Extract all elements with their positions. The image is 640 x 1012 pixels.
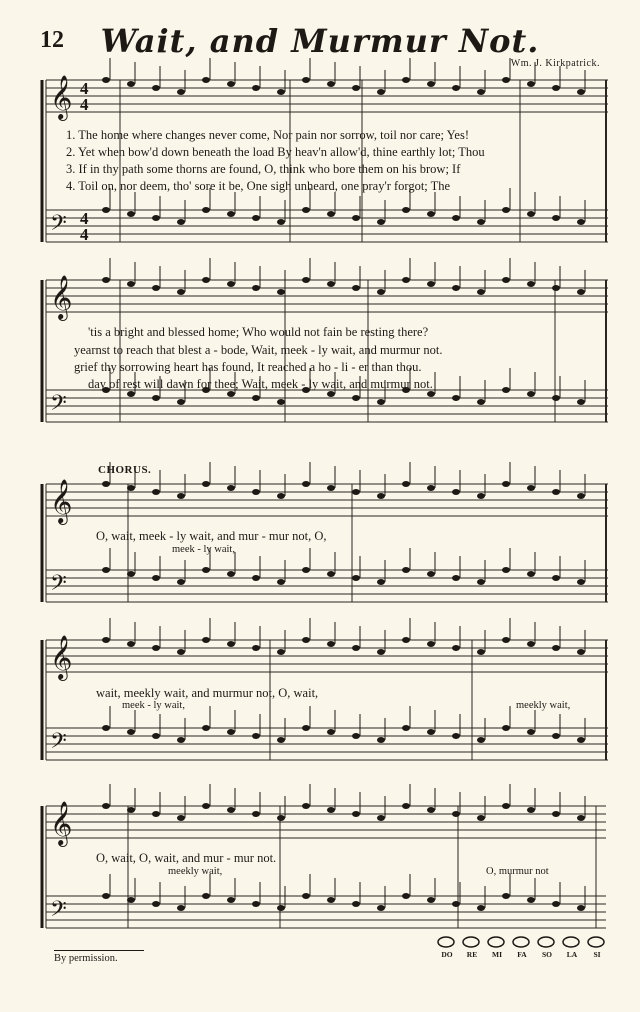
system-2-bass-note	[352, 395, 360, 401]
system-4-bass-note	[202, 725, 210, 731]
system-4-treble-note	[252, 645, 260, 651]
system-1-bass-note	[152, 215, 160, 221]
system-3-treble-clef-icon: 𝄞	[50, 479, 73, 523]
chorus-row-2-lyric: wait, meekly wait, and murmur not, O, wait,	[96, 686, 319, 700]
chorus-row-1-sub-lyric: meek - ly wait,	[172, 544, 235, 555]
system-5-treble-note	[427, 807, 435, 813]
system-4-treble-note	[402, 637, 410, 643]
shape-note-icon	[563, 937, 579, 947]
system-4-treble-note	[277, 649, 285, 655]
system-5-bass-note	[127, 897, 135, 903]
verse-3-line-1: 3. If in thy path some thorns are found, O, think who bore them on his brow; If	[66, 162, 461, 176]
system-5-bass-note	[452, 901, 460, 907]
system-1-bass-note	[277, 219, 285, 225]
system-1-bass-note	[102, 207, 110, 213]
system-2-treble-note	[377, 289, 385, 295]
system-5-bass-note	[427, 897, 435, 903]
system-3-bass-note	[502, 567, 510, 573]
system-5-treble-note	[552, 811, 560, 817]
time-signature-treble: 4	[80, 79, 89, 98]
system-3-bass-note	[552, 575, 560, 581]
system-1-bass-note	[527, 211, 535, 217]
system-1-treble-note	[377, 89, 385, 95]
system-5-treble-note	[477, 815, 485, 821]
system-4-bass-note	[352, 733, 360, 739]
system-5-bass-note	[502, 893, 510, 899]
system-3-treble-note	[527, 485, 535, 491]
system-2-bass-note	[527, 391, 535, 397]
system-5-treble-note	[327, 807, 335, 813]
system-3-bass-note	[277, 579, 285, 585]
system-2-treble-note	[452, 285, 460, 291]
shape-note-label: SI	[593, 950, 601, 959]
system-3-treble-note	[177, 493, 185, 499]
system-3-bass-note	[227, 571, 235, 577]
system-5-treble-note	[402, 803, 410, 809]
system-5-treble-note	[202, 803, 210, 809]
system-3-bass-note	[427, 571, 435, 577]
system-1-treble-note	[527, 81, 535, 87]
system-5-treble-note	[527, 807, 535, 813]
system-5-bass-note	[102, 893, 110, 899]
system-5-treble-note	[102, 803, 110, 809]
system-4-bass-note	[302, 725, 310, 731]
system-5-treble-note	[377, 815, 385, 821]
system-2-treble-note	[327, 281, 335, 287]
system-5-bass-note	[527, 897, 535, 903]
system-1-treble-note	[427, 81, 435, 87]
system-1-bass-note	[477, 219, 485, 225]
shape-note-label: FA	[517, 950, 527, 959]
hymn-title: Wait, and Murmur Not.	[100, 22, 540, 60]
system-3-treble-note	[477, 493, 485, 499]
system-2-bass-note	[577, 399, 585, 405]
system-1-treble-note	[352, 85, 360, 91]
system-3-bass-note	[177, 579, 185, 585]
system-1-bass-note	[452, 215, 460, 221]
system-3-treble-note	[277, 493, 285, 499]
chorus-row-1-lyric: O, wait, meek - ly wait, and mur - mur not, O,	[96, 529, 327, 543]
system-3-treble-note	[152, 489, 160, 495]
verse-4-line-1: 4. Toil on, nor deem, tho' sore it be, One sigh unheard, one pray'r forgot; The	[66, 179, 451, 193]
system-1-bass-note	[327, 211, 335, 217]
system-3-treble-note	[577, 493, 585, 499]
system-4-bass-note	[377, 737, 385, 743]
system-1-bass-note	[402, 207, 410, 213]
system-2-bass-clef-icon: 𝄢	[50, 391, 67, 421]
system-1-treble-note	[552, 85, 560, 91]
system-5-bass-note	[252, 901, 260, 907]
system-2-bass-note	[152, 395, 160, 401]
system-5-bass-note	[327, 897, 335, 903]
system-4-bass-note	[152, 733, 160, 739]
system-3-treble-note	[502, 481, 510, 487]
verse-4-line-2: day of rest will dawn for thee; Wait, meek - ly wait, and murmur not.	[88, 377, 433, 391]
system-2-treble-note	[402, 277, 410, 283]
system-5-treble-note	[152, 811, 160, 817]
system-5-bass-note	[302, 893, 310, 899]
system-5-bass-note	[577, 905, 585, 911]
system-3-treble-note	[452, 489, 460, 495]
system-1-bass-note	[227, 211, 235, 217]
system-5-bass-note	[227, 897, 235, 903]
system-4-bass-note	[427, 729, 435, 735]
verse-2-line-1: 2. Yet when bow'd down beneath the load By heav'n allow'd, thine earthly lot; Thou	[66, 145, 485, 159]
system-2-treble-note	[527, 281, 535, 287]
system-1-bass-note	[552, 215, 560, 221]
system-4-bass-note	[127, 729, 135, 735]
system-4-treble-note	[202, 637, 210, 643]
system-5-bass-note	[152, 901, 160, 907]
chorus-row-3-sub-lyric-a: meekly wait,	[168, 866, 223, 877]
system-4-bass-note	[477, 737, 485, 743]
system-5-treble-note	[577, 815, 585, 821]
system-3-bass-note	[302, 567, 310, 573]
system-1-treble-note	[252, 85, 260, 91]
system-4-bass-note	[502, 725, 510, 731]
system-3-treble-note	[127, 485, 135, 491]
system-4-treble-note	[227, 641, 235, 647]
system-2-treble-note	[102, 277, 110, 283]
system-4-treble-note	[377, 649, 385, 655]
verse-1-line-1: 1. The home where changes never come, Nor pain nor sorrow, toil nor care; Yes!	[66, 128, 470, 142]
system-3-bass-note	[127, 571, 135, 577]
system-1-treble-note	[227, 81, 235, 87]
system-1-bass-clef-icon: 𝄢	[50, 211, 67, 241]
system-4-treble-note	[427, 641, 435, 647]
system-1-treble-note	[577, 89, 585, 95]
system-5-treble-note	[127, 807, 135, 813]
shape-note-label: RE	[466, 950, 478, 959]
system-4-treble-note	[352, 645, 360, 651]
system-1-bass-note	[502, 207, 510, 213]
system-2-treble-note	[202, 277, 210, 283]
system-3-treble-note	[202, 481, 210, 487]
system-5-bass-note	[202, 893, 210, 899]
system-3-bass-note	[377, 579, 385, 585]
system-3-treble-note	[377, 493, 385, 499]
system-1-treble-clef-icon: 𝄞	[50, 75, 73, 119]
system-1-bass-note	[252, 215, 260, 221]
time-signature-bass: 4	[80, 225, 89, 244]
system-2-bass-note	[377, 399, 385, 405]
system-4-bass-note	[577, 737, 585, 743]
system-5-treble-note	[277, 815, 285, 821]
system-2-treble-note	[302, 277, 310, 283]
shape-note-icon	[488, 937, 504, 947]
system-3-treble-note	[102, 481, 110, 487]
system-3-bass-note	[152, 575, 160, 581]
system-1-treble-note	[277, 89, 285, 95]
system-4-bass-note	[102, 725, 110, 731]
system-5-treble-note	[352, 811, 360, 817]
shape-note-label: SO	[541, 950, 552, 959]
system-3-bass-note	[452, 575, 460, 581]
time-signature-treble: 4	[80, 95, 89, 114]
system-2-treble-note	[152, 285, 160, 291]
system-3-bass-note	[352, 575, 360, 581]
system-4-treble-clef-icon: 𝄞	[50, 635, 73, 679]
shape-note-icon	[513, 937, 529, 947]
system-2-bass-note	[277, 399, 285, 405]
shape-note-icon	[463, 937, 479, 947]
system-3-treble-note	[402, 481, 410, 487]
system-1-bass-note	[427, 211, 435, 217]
system-4-bass-note	[402, 725, 410, 731]
system-4-bass-note	[327, 729, 335, 735]
system-4-treble-note	[477, 649, 485, 655]
time-signature-bass: 4	[80, 209, 89, 228]
shape-note-icon	[438, 937, 454, 947]
system-1-bass-note	[577, 219, 585, 225]
system-2-treble-note	[127, 281, 135, 287]
system-3-treble-note	[552, 489, 560, 495]
system-1-treble-note	[202, 77, 210, 83]
verse-3-line-2: grief thy sorrowing heart has found, It reached a ho - li - er than thou.	[74, 360, 422, 374]
system-4-bass-clef-icon: 𝄢	[50, 729, 67, 759]
system-5-bass-note	[477, 905, 485, 911]
system-1-treble-note	[177, 89, 185, 95]
system-5-treble-note	[502, 803, 510, 809]
system-1-bass-note	[127, 211, 135, 217]
shape-note-icon	[588, 937, 604, 947]
system-4-treble-note	[127, 641, 135, 647]
system-1-treble-note	[127, 81, 135, 87]
system-3-bass-clef-icon: 𝄢	[50, 571, 67, 601]
system-5-bass-clef-icon: 𝄢	[50, 897, 67, 927]
system-4-bass-note	[452, 733, 460, 739]
system-3-bass-note	[202, 567, 210, 573]
system-5-treble-note	[302, 803, 310, 809]
system-2-treble-note	[552, 285, 560, 291]
system-5-bass-note	[402, 893, 410, 899]
system-4-treble-note	[152, 645, 160, 651]
chorus-label: CHORUS.	[98, 464, 152, 476]
system-4-bass-note	[252, 733, 260, 739]
system-5-treble-note	[452, 811, 460, 817]
system-1-treble-note	[152, 85, 160, 91]
system-5-bass-note	[377, 905, 385, 911]
shape-note-label: DO	[441, 950, 453, 959]
system-3-treble-note	[227, 485, 235, 491]
permission-note: By permission.	[54, 950, 144, 964]
system-1-treble-note	[402, 77, 410, 83]
system-2-bass-note	[552, 395, 560, 401]
chorus-row-2-sub-lyric-a: meek - ly wait,	[122, 700, 185, 711]
system-1-treble-note	[452, 85, 460, 91]
system-4-treble-note	[302, 637, 310, 643]
system-3-bass-note	[102, 567, 110, 573]
chorus-row-2-sub-lyric-b: meekly wait,	[516, 700, 571, 711]
system-1-bass-note	[302, 207, 310, 213]
system-1-bass-note	[202, 207, 210, 213]
system-3-treble-note	[327, 485, 335, 491]
system-4-treble-note	[502, 637, 510, 643]
system-2-treble-clef-icon: 𝄞	[50, 275, 73, 319]
system-3-treble-note	[252, 489, 260, 495]
system-3-bass-note	[327, 571, 335, 577]
system-5-treble-clef-icon: 𝄞	[50, 801, 73, 845]
system-3-bass-note	[402, 567, 410, 573]
system-2-treble-note	[577, 289, 585, 295]
system-1-treble-note	[302, 77, 310, 83]
system-4-treble-note	[102, 637, 110, 643]
system-4-treble-note	[552, 645, 560, 651]
system-1-bass-note	[352, 215, 360, 221]
system-5-treble-note	[177, 815, 185, 821]
system-1-treble-note	[502, 77, 510, 83]
shape-note-label: MI	[492, 950, 502, 959]
shape-note-icon	[538, 937, 554, 947]
system-2-bass-note	[452, 395, 460, 401]
system-2-treble-note	[352, 285, 360, 291]
system-2-treble-note	[277, 289, 285, 295]
page-number: 12	[40, 27, 64, 53]
system-1-treble-note	[477, 89, 485, 95]
system-4-bass-note	[227, 729, 235, 735]
shape-note-label: LA	[566, 950, 578, 959]
system-5-bass-note	[177, 905, 185, 911]
system-2-treble-note	[477, 289, 485, 295]
system-4-treble-note	[527, 641, 535, 647]
system-4-treble-note	[327, 641, 335, 647]
system-1-bass-note	[377, 219, 385, 225]
system-5-bass-note	[277, 905, 285, 911]
system-2-treble-note	[227, 281, 235, 287]
system-4-bass-note	[527, 729, 535, 735]
system-5-treble-note	[252, 811, 260, 817]
system-2-treble-note	[427, 281, 435, 287]
system-2-treble-note	[502, 277, 510, 283]
system-1-treble-note	[327, 81, 335, 87]
system-2-bass-note	[502, 387, 510, 393]
system-4-treble-note	[452, 645, 460, 651]
system-5-bass-note	[352, 901, 360, 907]
verse-2-line-2: yearnst to reach that blest a - bode, Wait, meek - ly wait, and murmur not.	[74, 343, 443, 357]
system-2-bass-note	[477, 399, 485, 405]
system-4-bass-note	[552, 733, 560, 739]
system-4-bass-note	[277, 737, 285, 743]
system-4-treble-note	[577, 649, 585, 655]
system-1-bass-note	[177, 219, 185, 225]
system-3-treble-note	[352, 489, 360, 495]
verse-1-line-2: 'tis a bright and blessed home; Who would not fain be resting there?	[88, 325, 429, 339]
system-3-treble-note	[427, 485, 435, 491]
system-5-treble-note	[227, 807, 235, 813]
system-2-treble-note	[177, 289, 185, 295]
system-3-bass-note	[527, 571, 535, 577]
system-5-bass-note	[552, 901, 560, 907]
system-4-treble-note	[177, 649, 185, 655]
chorus-row-3-sub-lyric-b: O, murmur not	[486, 866, 549, 877]
system-4-bass-note	[177, 737, 185, 743]
system-3-bass-note	[477, 579, 485, 585]
system-3-bass-note	[252, 575, 260, 581]
system-3-treble-note	[302, 481, 310, 487]
system-1-treble-note	[102, 77, 110, 83]
chorus-row-3-lyric: O, wait, O, wait, and mur - mur not.	[96, 851, 277, 865]
system-2-bass-note	[177, 399, 185, 405]
system-2-treble-note	[252, 285, 260, 291]
system-2-bass-note	[252, 395, 260, 401]
composer-credit: Wm. J. Kirkpatrick.	[510, 58, 600, 69]
system-3-bass-note	[577, 579, 585, 585]
